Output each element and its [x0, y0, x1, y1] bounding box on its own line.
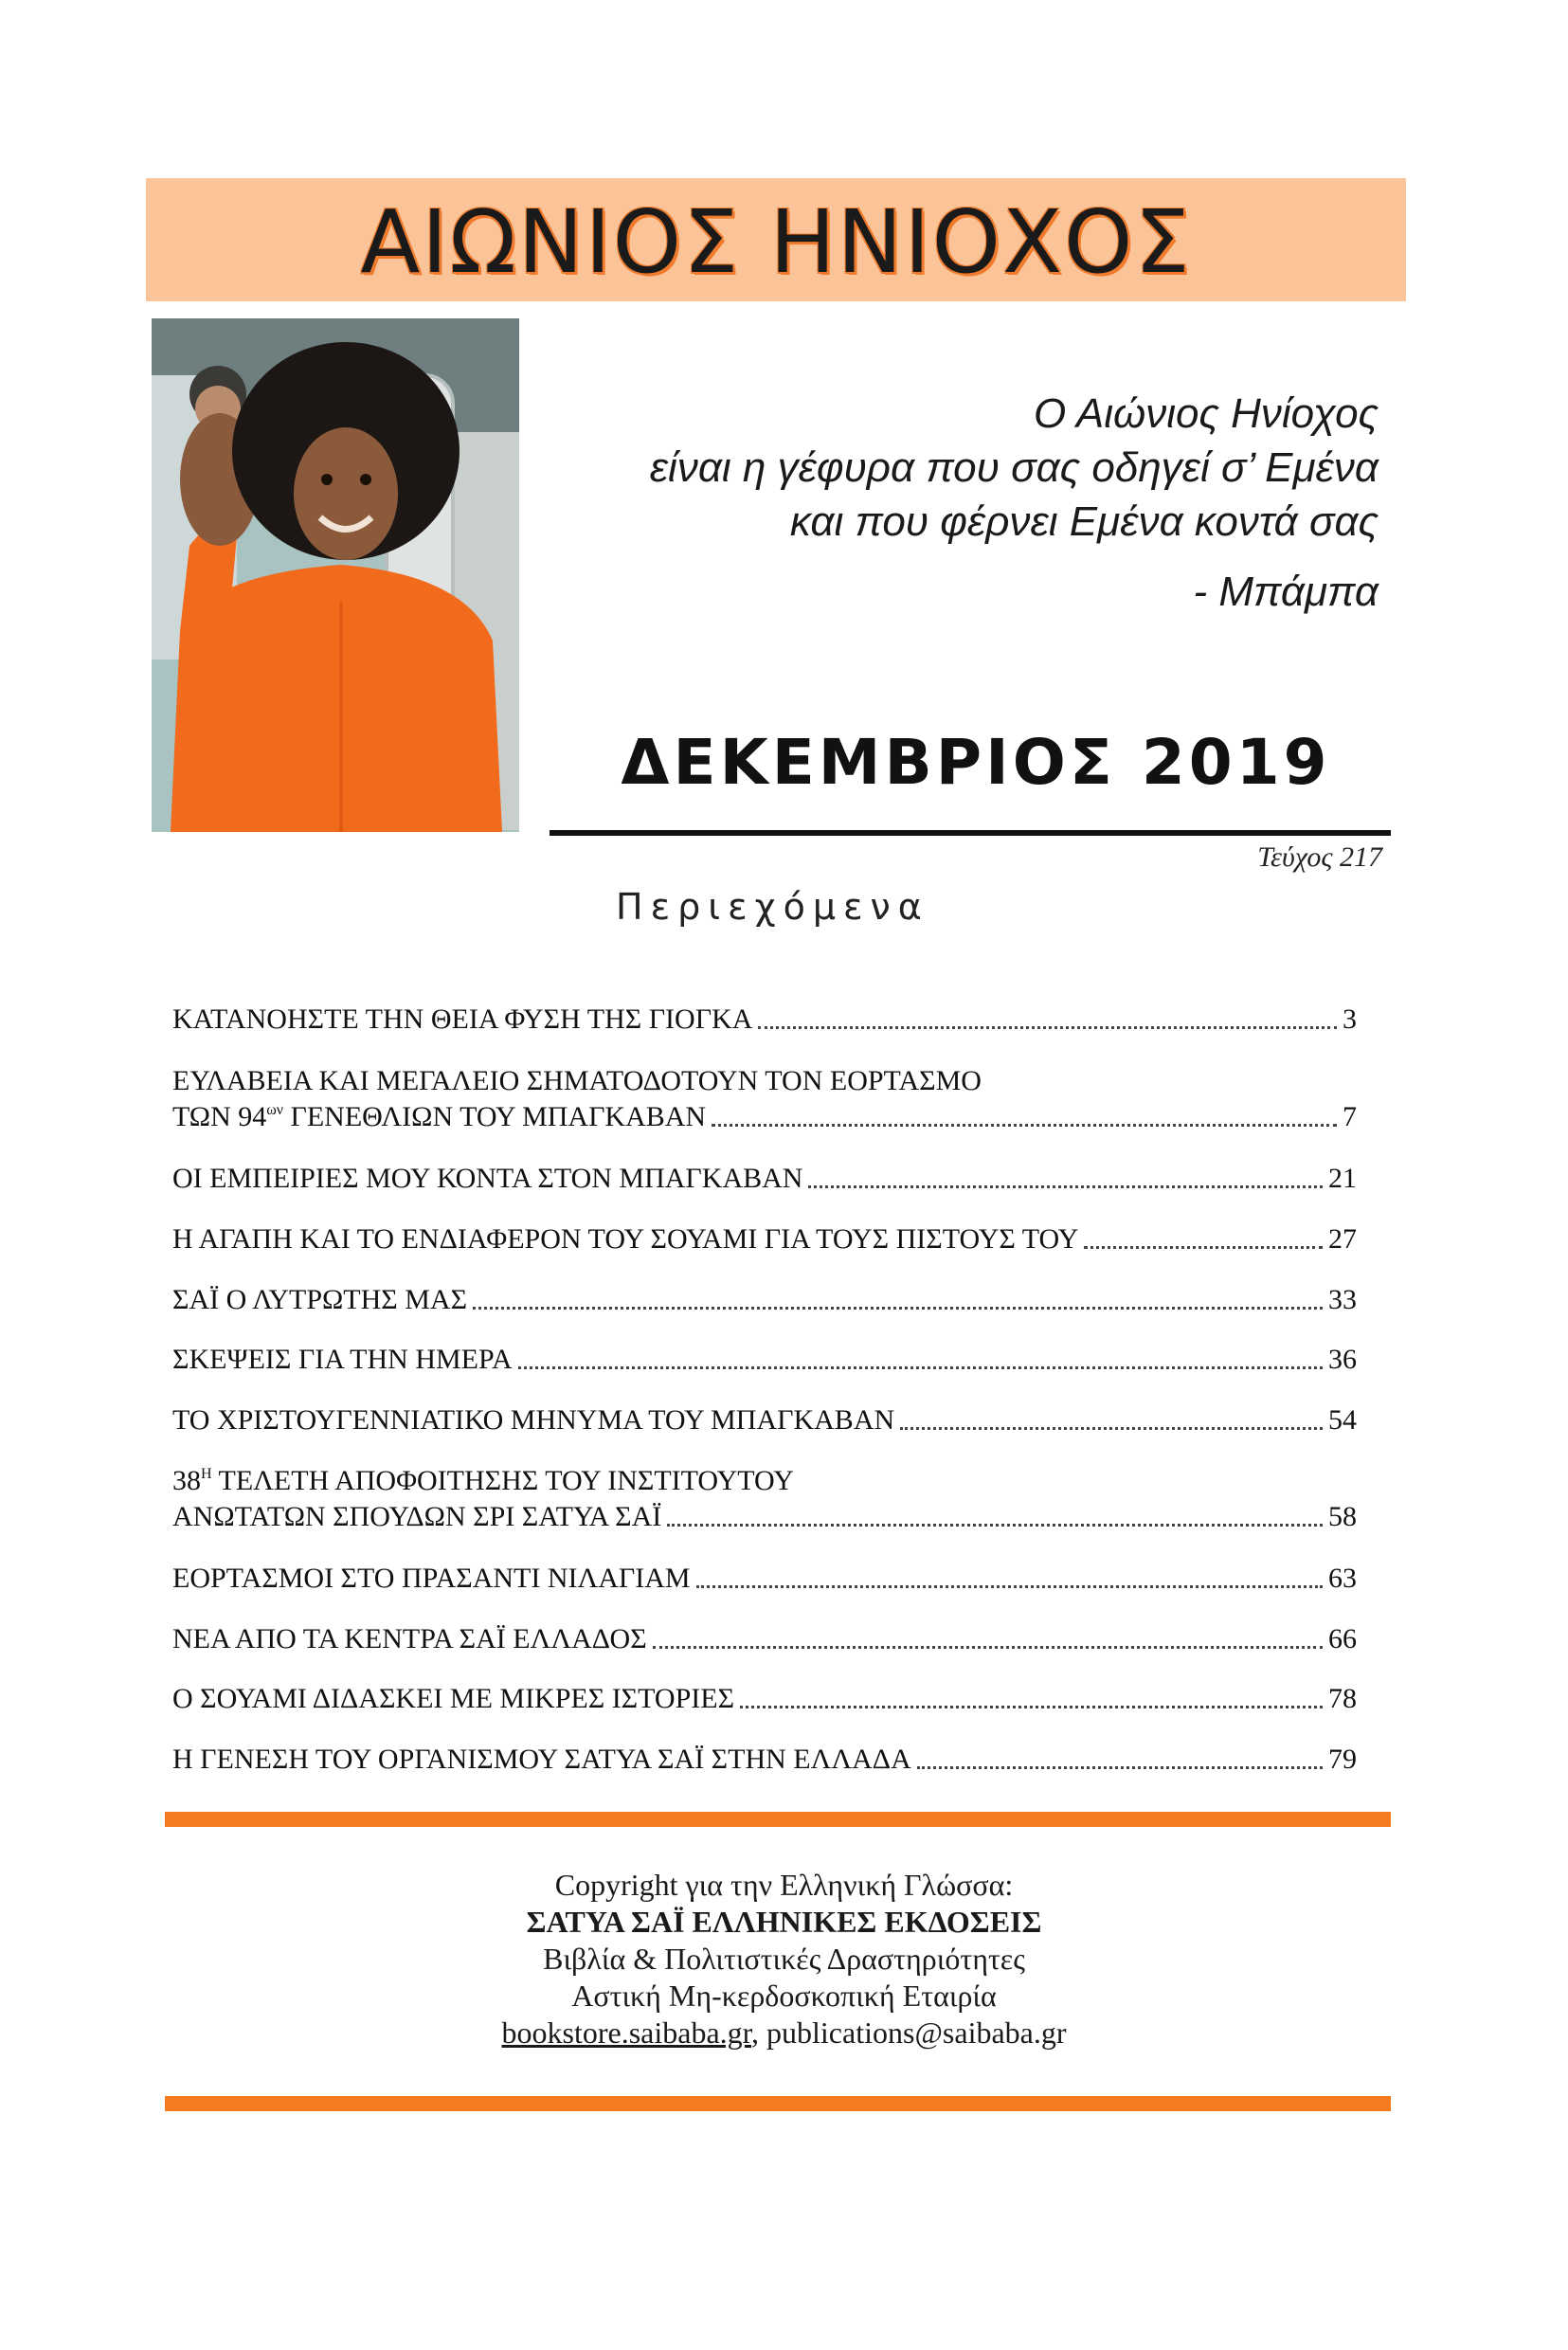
toc-title-line2: ΑΝΩΤΑΤΩΝ ΣΠΟΥΔΩΝ ΣΡΙ ΣΑΤΥΑ ΣΑΪ: [172, 1501, 662, 1532]
toc-page: 78: [1328, 1683, 1357, 1714]
toc-title: ΤΟ ΧΡΙΣΤΟΥΓΕΝΝΙΑΤΙΚΟ ΜΗΝΥΜΑ ΤΟΥ ΜΠΑΓΚΑΒΑΝ: [172, 1404, 895, 1436]
publisher-organization: Αστική Μη-κερδοσκοπική Εταιρία: [571, 1979, 997, 2013]
issue-date: ΔΕΚΕΜΒΡΙΟΣ 2019: [621, 726, 1331, 799]
issue-number: Τεύχος 217: [1257, 841, 1382, 873]
toc-leader: [518, 1366, 1323, 1369]
toc-title: Η ΑΓΑΠΗ ΚΑΙ ΤΟ ΕΝΔΙΑΦΕΡΟΝ ΤΟΥ ΣΟΥΑΜΙ ΓΙΑ ΤΟΥΣ ΠΙΣΤΟΥΣ ΤΟΥ: [172, 1223, 1079, 1255]
date-divider: [550, 830, 1391, 836]
toc-page: 54: [1328, 1404, 1357, 1436]
toc-entry[interactable]: [172, 1681, 1357, 1717]
toc-page: 3: [1343, 1003, 1357, 1035]
toc-entry[interactable]: [172, 1463, 1357, 1535]
toc-leader: [1084, 1246, 1323, 1249]
toc-page: 33: [1328, 1284, 1357, 1315]
toc-page: 7: [1343, 1101, 1357, 1132]
toc-entry[interactable]: [172, 1161, 1357, 1197]
toc-title: ΣΑΪ Ο ΛΥΤΡΩΤΗΣ ΜΑΣ: [172, 1284, 468, 1315]
copyright-line: Copyright για την Ελληνική Γλώσσα:: [554, 1868, 1014, 1902]
toc-entry[interactable]: [172, 1282, 1357, 1318]
toc-leader: [900, 1427, 1323, 1430]
toc-title: ΕΟΡΤΑΣΜΟΙ ΣΤΟ ΠΡΑΣΑΝΤΙ ΝΙΛΑΓΙΑΜ: [172, 1563, 691, 1594]
toc-title: [172, 1463, 1357, 1499]
toc-page: 21: [1328, 1163, 1357, 1194]
toc-title: ΣΚΕΨΕΙΣ ΓΙΑ ΤΗΝ ΗΜΕΡΑ: [172, 1344, 513, 1375]
toc-title-line2: [172, 1099, 706, 1135]
toc-leader: [712, 1124, 1337, 1127]
publisher-footer: [0, 1867, 1568, 2052]
toc-title: ΕΥΛΑΒΕΙΑ ΚΑΙ ΜΕΓΑΛΕΙΟ ΣΗΜΑΤΟΔΟΤΟΥΝ ΤΟΝ ΕΟΡΤΑΣΜΟ: [172, 1065, 982, 1096]
quote: [526, 387, 1379, 549]
toc-title: ΚΑΤΑΝΟΗΣΤΕ ΤΗΝ ΘΕΙΑ ΦΥΣΗ ΤΗΣ ΓΙΟΓΚΑ: [172, 1003, 753, 1035]
toc-leader: [653, 1646, 1323, 1649]
toc-title-part: 38: [172, 1465, 201, 1496]
cover-photo: [152, 318, 519, 832]
toc-page: 58: [1328, 1501, 1357, 1532]
contact-line: [0, 2015, 1568, 2052]
toc-title: Η ΓΕΝΕΣΗ ΤΟΥ ΟΡΓΑΝΙΣΜΟΥ ΣΑΤΥΑ ΣΑΪ ΣΤΗΝ ΕΛΛΑΔΑ: [172, 1744, 911, 1775]
toc-leader: [696, 1585, 1323, 1588]
publisher-description: Βιβλία & Πολιτιστικές Δραστηριότητες: [543, 1942, 1025, 1976]
toc-page: 66: [1328, 1623, 1357, 1654]
quote-line: είναι η γέφυρα που σας οδηγεί σ’ Εμένα: [649, 444, 1379, 491]
toc-title-part: ΓΕΝΕΘΛΙΩΝ ΤΟΥ ΜΠΑΓΚΑΒΑΝ: [283, 1101, 707, 1132]
toc-entry[interactable]: [172, 1742, 1357, 1778]
toc-leader: [917, 1766, 1323, 1769]
toc-page: 63: [1328, 1563, 1357, 1594]
quote-line: Ο Αιώνιος Ηνίοχος: [1034, 390, 1379, 437]
toc-leader: [740, 1706, 1323, 1708]
toc-leader: [758, 1026, 1337, 1029]
toc-leader: [667, 1524, 1323, 1527]
toc-leader: [473, 1307, 1323, 1310]
toc-entry[interactable]: [172, 1221, 1357, 1257]
toc-title-part: ΤΕΛΕΤΗ ΑΠΟΦΟΙΤΗΣΗΣ ΤΟΥ ΙΝΣΤΙΤΟΥΤΟΥ: [211, 1465, 794, 1496]
toc-title: ΟΙ ΕΜΠΕΙΡΙΕΣ ΜΟΥ ΚΟΝΤΑ ΣΤΟΝ ΜΠΑΓΚΑΒΑΝ: [172, 1163, 803, 1194]
contents-heading: Περιεχόμενα: [616, 886, 929, 928]
toc-entry[interactable]: [172, 1342, 1357, 1378]
toc-title-part: ΤΩΝ 94: [172, 1101, 267, 1132]
publisher-name: ΣΑΤΥΑ ΣΑΪ ΕΛΛΗΝΙΚΕΣ ΕΚΔΟΣΕΙΣ: [526, 1905, 1042, 1939]
cover-photo-illustration: [152, 318, 519, 832]
toc-entry[interactable]: [172, 1621, 1357, 1657]
toc-entry[interactable]: [172, 1063, 1357, 1135]
quote-line: και που φέρνει Εμένα κοντά σας: [789, 498, 1379, 545]
toc-page: 79: [1328, 1744, 1357, 1775]
toc-entry[interactable]: [172, 1561, 1357, 1597]
toc-title: Ο ΣΟΥΑΜΙ ΔΙΔΑΣΚΕΙ ΜΕ ΜΙΚΡΕΣ ΙΣΤΟΡΙΕΣ: [172, 1683, 735, 1714]
orange-divider: [165, 2096, 1391, 2111]
toc-title-superscript: Η: [201, 1466, 212, 1482]
toc-title: ΝΕΑ ΑΠΟ ΤΑ ΚΕΝΤΡΑ ΣΑΪ ΕΛΛΑΔΟΣ: [172, 1623, 647, 1654]
email-address[interactable]: publications@saibaba.gr: [766, 2016, 1067, 2050]
magazine-title: ΑΙΩΝΙΟΣ ΗΝΙΟΧΟΣ: [360, 191, 1192, 293]
toc-entry[interactable]: [172, 1402, 1357, 1438]
title-band: [146, 178, 1406, 301]
orange-divider: [165, 1812, 1391, 1827]
toc-page: 27: [1328, 1223, 1357, 1255]
toc-leader: [808, 1185, 1323, 1188]
toc-title-superscript: ων: [266, 1102, 284, 1118]
toc-entry[interactable]: [172, 1002, 1357, 1038]
quote-author: - Μπάμπα: [1193, 569, 1379, 615]
bookstore-link[interactable]: bookstore.saibaba.gr: [501, 2016, 752, 2050]
contact-separator: ,: [751, 2016, 767, 2050]
toc-page: 36: [1328, 1344, 1357, 1375]
